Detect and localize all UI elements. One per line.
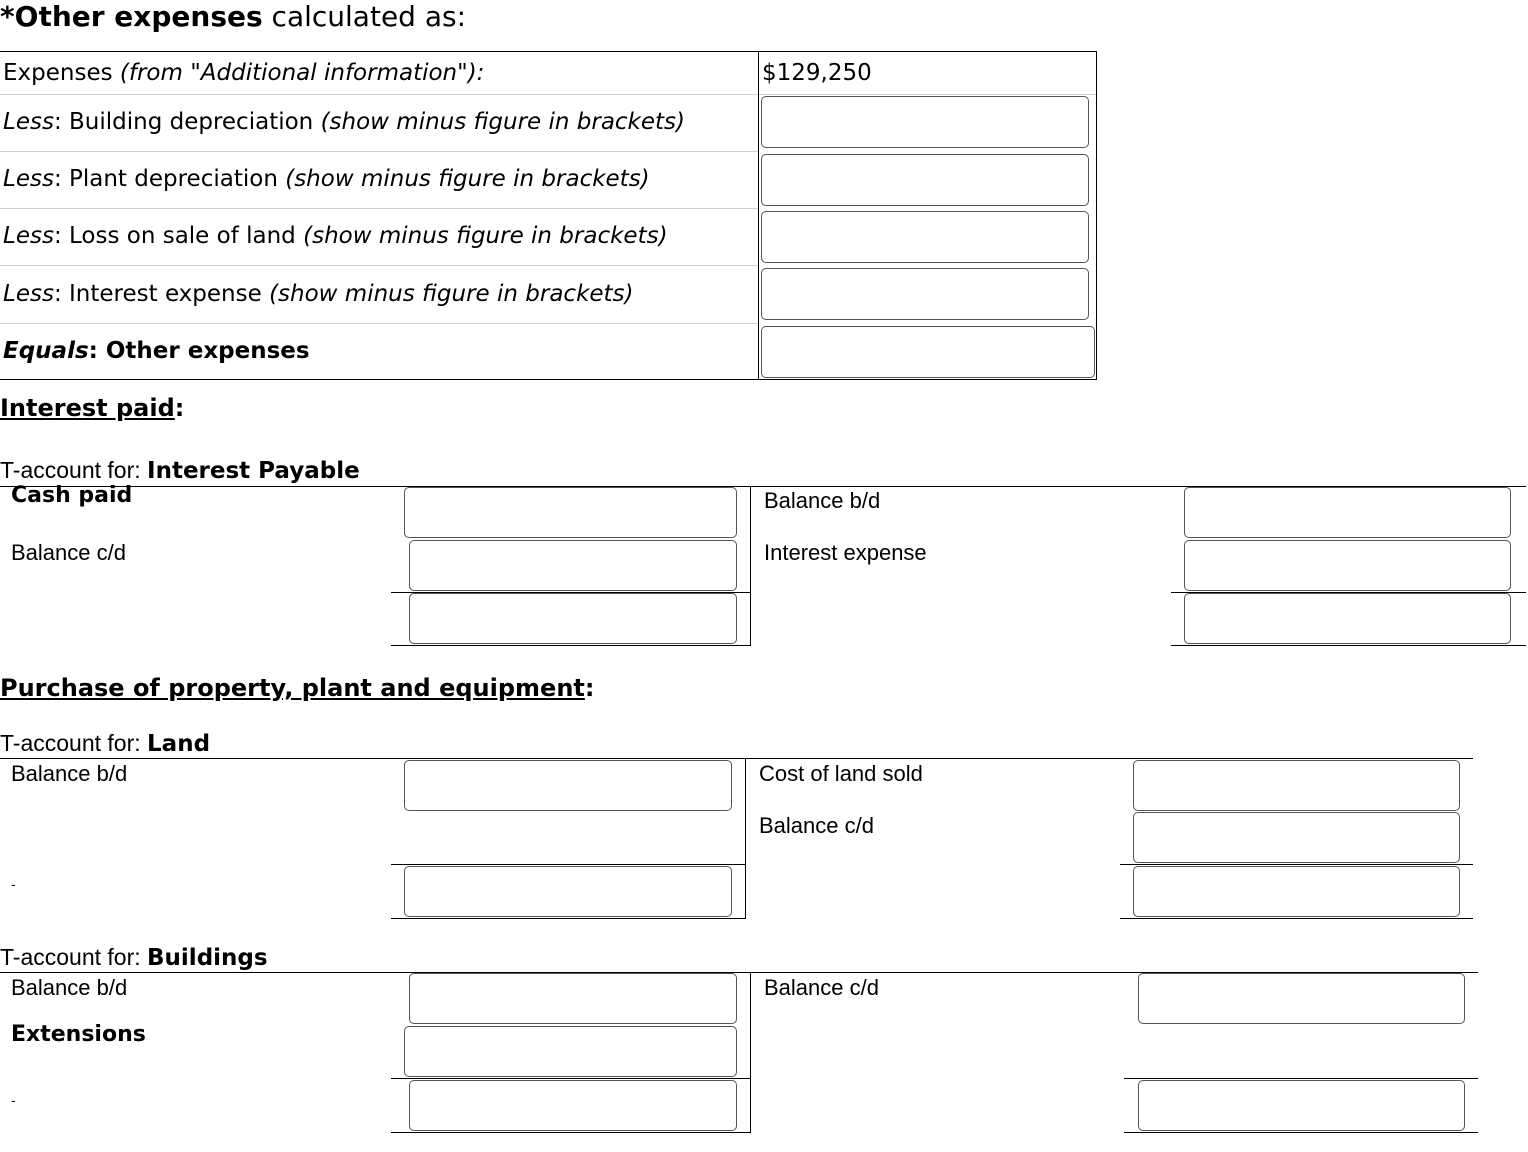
- land-top-rule: [0, 758, 1473, 759]
- ppe-heading: Purchase of property, plant and equipment:: [0, 674, 595, 702]
- extensions-label: Extensions: [11, 1022, 146, 1047]
- balance-cd-label: Balance c/d: [11, 540, 126, 565]
- buildings-left-total-input[interactable]: [409, 1080, 737, 1131]
- taccount-interest-payable-title: T-account for: Interest Payable: [0, 457, 360, 484]
- loss-on-sale-label: Less: Loss on sale of land (show minus figure in brackets): [3, 223, 668, 249]
- buildings-right-total-input[interactable]: [1138, 1080, 1465, 1131]
- interest-expense-input[interactable]: [761, 268, 1089, 320]
- balance-bd-label: Balance b/d: [764, 488, 881, 513]
- land-divider: [745, 758, 746, 919]
- building-depreciation-label: Less: Building depreciation (show minus figure in brackets): [3, 109, 686, 135]
- cost-of-land-sold-input[interactable]: [1133, 760, 1460, 811]
- interest-expense-label: Less: Interest expense (show minus figure in brackets): [3, 281, 634, 307]
- cash-paid-label: Cash paid: [11, 483, 133, 508]
- buildings-balance-cd-input[interactable]: [1138, 973, 1465, 1024]
- other-expenses-table: [0, 51, 1097, 380]
- loss-on-sale-input[interactable]: [761, 211, 1089, 263]
- building-depreciation-input[interactable]: [761, 96, 1089, 148]
- taccount-land-title: T-account for: Land: [0, 730, 211, 757]
- taccount-buildings-title: T-account for: Buildings: [0, 944, 268, 971]
- interest-paid-heading: Interest paid:: [0, 394, 185, 422]
- land-left-total-input[interactable]: [404, 866, 732, 917]
- buildings-dash: -: [11, 1092, 16, 1108]
- land-dash: -: [11, 876, 16, 892]
- title-rest: calculated as:: [262, 0, 467, 33]
- other-expenses-total-label: Equals: Other expenses: [3, 338, 310, 364]
- interest-payable-left-total-input[interactable]: [409, 593, 737, 644]
- extensions-input[interactable]: [404, 1026, 737, 1077]
- plant-depreciation-input[interactable]: [761, 154, 1089, 206]
- land-right-total-input[interactable]: [1133, 866, 1460, 917]
- balance-cd-input[interactable]: [409, 540, 737, 591]
- interest-expense-t-input[interactable]: [1184, 540, 1511, 591]
- balance-bd-input[interactable]: [1184, 487, 1511, 538]
- land-balance-cd-label: Balance c/d: [759, 813, 874, 838]
- land-balance-bd-label: Balance b/d: [11, 761, 128, 786]
- table-divider: [758, 52, 759, 379]
- land-balance-cd-input[interactable]: [1133, 812, 1460, 863]
- expenses-row-label: Expenses (from "Additional information"):: [3, 60, 485, 86]
- interest-payable-divider: [750, 486, 751, 646]
- plant-depreciation-label: Less: Plant depreciation (show minus figure in brackets): [3, 166, 650, 192]
- title-bold: *Other expenses: [0, 0, 263, 33]
- cost-of-land-sold-label: Cost of land sold: [759, 761, 923, 786]
- page-title: [0, 0, 466, 33]
- interest-expense-t-label: Interest expense: [764, 540, 927, 565]
- buildings-balance-cd-label: Balance c/d: [764, 975, 879, 1000]
- expenses-value: $129,250: [762, 60, 872, 86]
- land-balance-bd-input[interactable]: [404, 760, 732, 811]
- cash-paid-input[interactable]: [404, 487, 737, 538]
- other-expenses-total-input[interactable]: [761, 326, 1095, 378]
- interest-payable-right-total-input[interactable]: [1184, 593, 1511, 644]
- buildings-divider: [750, 972, 751, 1133]
- buildings-balance-bd-label: Balance b/d: [11, 975, 128, 1000]
- buildings-balance-bd-input[interactable]: [409, 973, 737, 1024]
